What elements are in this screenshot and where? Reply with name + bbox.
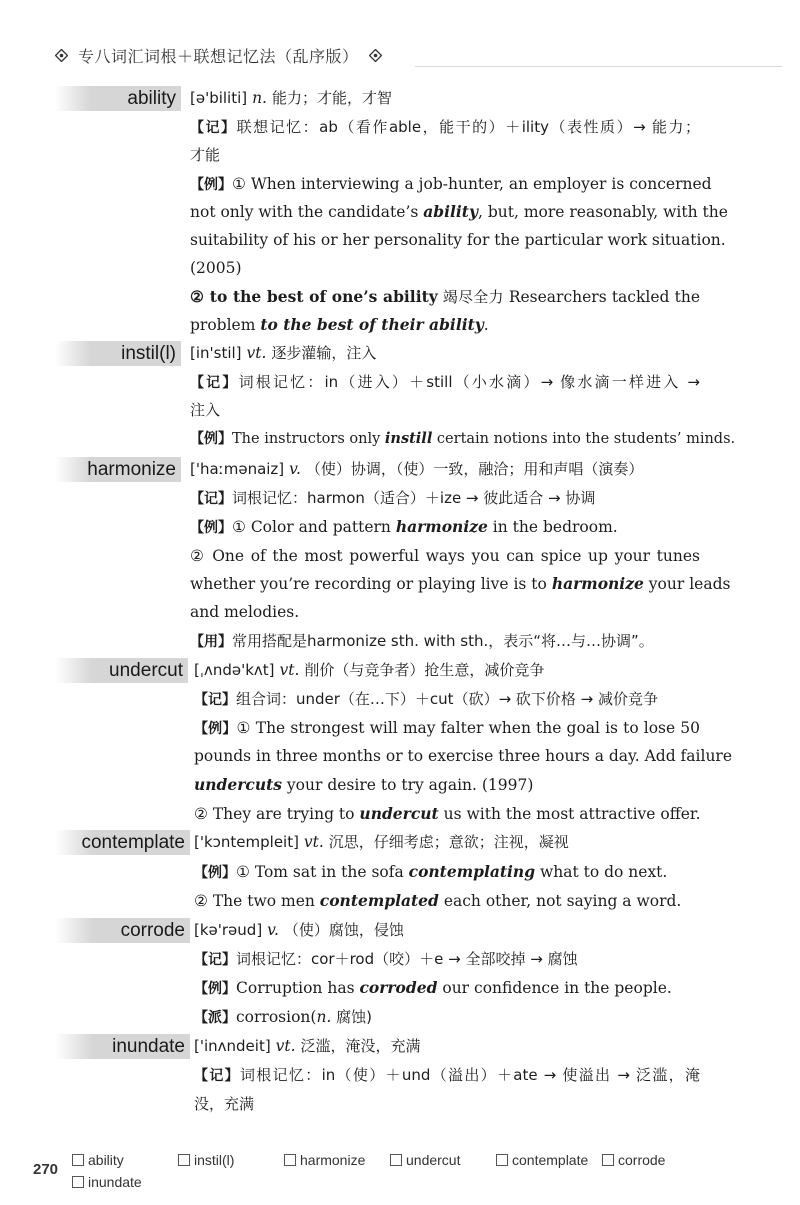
derivative-line: 【派】corrosion(n. 腐蚀) — [194, 1008, 372, 1026]
page-number: 270 — [33, 1161, 59, 1178]
part-of-speech: v. — [289, 460, 301, 478]
part-of-speech: n. — [252, 89, 267, 107]
memory-line: 【记】联想记忆：ab（看作able，能干的）＋ility（表性质）→ 能力； — [190, 118, 700, 136]
definition-line — [190, 84, 700, 112]
checkbox-icon — [178, 1154, 190, 1166]
memory-line: 【记】词根记忆：cor＋rod（咬）＋e → 全部咬掉 → 腐蚀 — [194, 950, 578, 968]
meaning: （使）腐蚀，侵蚀 — [283, 921, 404, 939]
example-line: pounds in three months or to exercise three hours a day. Add failure — [194, 747, 733, 765]
example-line: 【例】The instructors only instill certain notions into the students’ minds. — [190, 430, 736, 447]
definition-line — [194, 828, 700, 856]
example-line: whether you’re recording or playing live is to harmonize your leads — [190, 574, 731, 593]
review-checkbox-ability[interactable]: ability — [72, 1152, 124, 1168]
meaning: 削价（与竞争者）抢生意，减价竞争 — [304, 661, 545, 679]
example-line: suitability of his or her personality for the particular work situation. — [190, 231, 726, 249]
memory-line: 【记】词根记忆：harmon（适合）＋ize → 彼此适合 → 协调 — [190, 489, 596, 507]
phonetic: [in'stil] — [190, 344, 242, 362]
meaning: 沉思，仔细考虑；意欲；注视，凝视 — [328, 833, 569, 851]
definition-line — [190, 455, 700, 483]
memory-line: 注入 — [190, 401, 221, 419]
phonetic: [kə'rəud] — [194, 921, 263, 939]
headword: undercut — [55, 658, 188, 683]
example-line: 【例】① Tom sat in the sofa contemplating what to do next. — [194, 862, 668, 881]
example-line: not only with the candidate’s ability, but, more reasonably, with the — [190, 202, 728, 221]
phonetic: [ˌʌndə'kʌt] — [194, 661, 275, 679]
checkbox-icon — [72, 1154, 84, 1166]
phonetic: [ə'biliti] — [190, 89, 248, 107]
memory-line: 【记】词根记忆：in（进入）＋still（小水滴）→ 像水滴一样进入 → — [190, 373, 700, 391]
memory-line: 才能 — [190, 146, 221, 164]
checkbox-icon — [602, 1154, 614, 1166]
meaning: （使）协调，（使）一致，融洽；用和声唱（演奏） — [305, 460, 644, 478]
review-checkbox-harmonize[interactable]: harmonize — [284, 1152, 365, 1168]
headword: corrode — [55, 918, 190, 943]
definition-line — [194, 1032, 700, 1060]
page-footer — [0, 1148, 800, 1198]
part-of-speech: vt. — [279, 661, 300, 679]
example-line: undercuts your desire to try again. (1997) — [194, 775, 534, 794]
memory-line: 【记】词根记忆：in（使）＋und（溢出）＋ate → 使溢出 → 泛滥，淹 — [194, 1066, 700, 1084]
memory-line: 没，充满 — [194, 1095, 255, 1113]
header-rule — [415, 66, 782, 67]
example-line: ② They are trying to undercut us with the most attractive offer. — [194, 804, 701, 823]
headword: harmonize — [55, 457, 181, 482]
example-line: 【例】① Color and pattern harmonize in the bedroom. — [190, 517, 618, 536]
example-line: 【例】Corruption has corroded our confidence in the people. — [194, 978, 672, 997]
example-line: ② to the best of one’s ability 竭尽全力 Researchers tackled the — [190, 287, 700, 306]
checkbox-icon — [72, 1176, 84, 1188]
headword: inundate — [55, 1034, 190, 1059]
diamond-ornament-icon — [369, 49, 382, 62]
headword: instil(l) — [55, 341, 181, 366]
phonetic: ['haːmənaiz] — [190, 460, 285, 478]
review-checkbox-contemplate[interactable]: contemplate — [496, 1152, 588, 1168]
part-of-speech: vt. — [275, 1037, 296, 1055]
book-title: 专八词汇词根＋联想记忆法（乱序版） — [78, 46, 359, 66]
diamond-ornament-icon — [55, 49, 68, 62]
review-checkbox-inundate[interactable]: inundate — [72, 1174, 142, 1190]
definition-line — [194, 916, 700, 944]
example-line: ② One of the most powerful ways you can spice up your tunes — [190, 547, 700, 565]
example-line: problem to the best of their ability. — [190, 315, 489, 334]
part-of-speech: v. — [267, 921, 279, 939]
example-line: (2005) — [190, 259, 242, 277]
meaning: 泛滥，淹没，充满 — [300, 1037, 421, 1055]
headword: ability — [55, 86, 181, 111]
example-line: and melodies. — [190, 603, 300, 621]
example-line: ② The two men contemplated each other, not saying a word. — [194, 891, 682, 910]
memory-line: 【记】组合词：under（在…下）＋cut（砍）→ 砍下价格 → 减价竞争 — [194, 690, 659, 708]
review-checkbox-corrode[interactable]: corrode — [602, 1152, 665, 1168]
review-checkbox-instill[interactable]: instil(l) — [178, 1152, 234, 1168]
page-header — [55, 40, 382, 70]
phonetic: ['inʌndeit] — [194, 1037, 271, 1055]
example-line: 【例】① When interviewing a job-hunter, an employer is concerned — [190, 175, 712, 193]
part-of-speech: vt. — [246, 344, 267, 362]
usage-line: 【用】常用搭配是harmonize sth. with sth.，表示“将…与…协调”。 — [190, 632, 654, 650]
part-of-speech: vt. — [303, 833, 324, 851]
meaning: 逐步灌输，注入 — [271, 344, 377, 362]
meaning: 能力；才能，才智 — [271, 89, 392, 107]
checkbox-icon — [390, 1154, 402, 1166]
checkbox-icon — [284, 1154, 296, 1166]
checkbox-icon — [496, 1154, 508, 1166]
review-checkbox-undercut[interactable]: undercut — [390, 1152, 460, 1168]
definition-line — [190, 339, 700, 367]
phonetic: ['kɔntempleit] — [194, 833, 299, 851]
headword: contemplate — [55, 830, 190, 855]
definition-line — [194, 656, 700, 684]
example-line: 【例】① The strongest will may falter when the goal is to lose 50 — [194, 719, 701, 737]
